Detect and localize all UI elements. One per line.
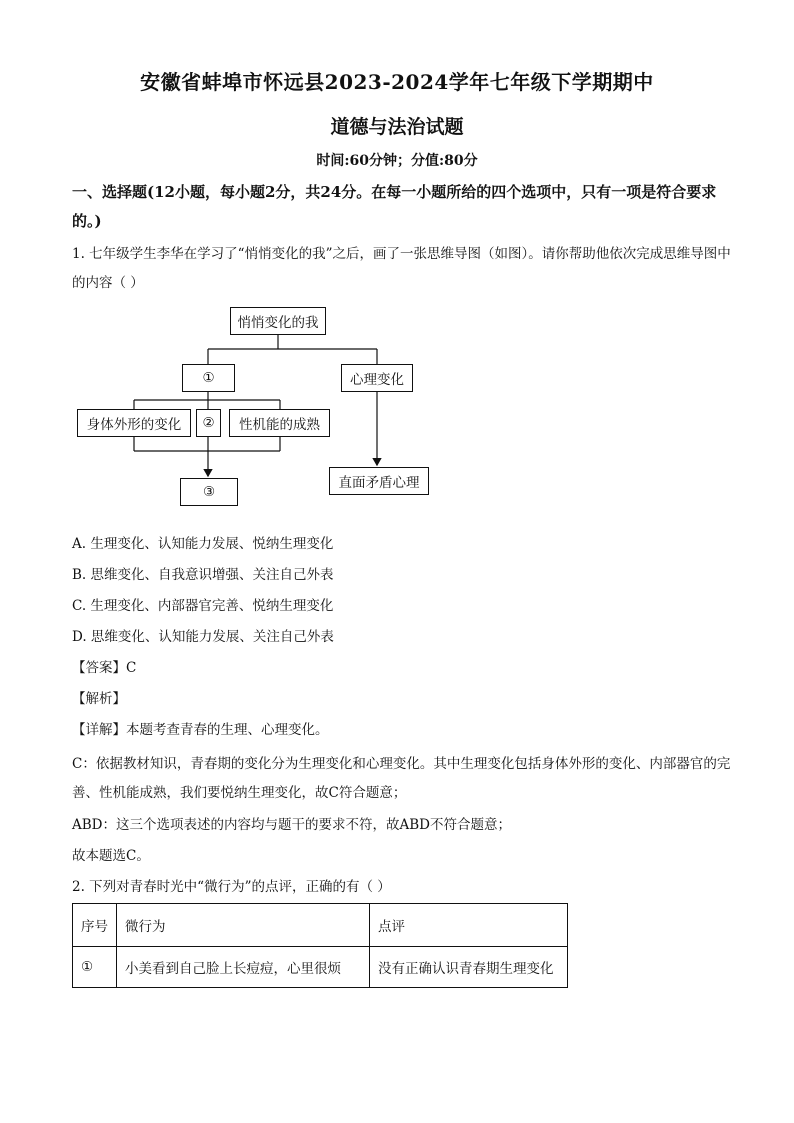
question-2-stem: 2. 下列对青春时光中“微行为”的点评，正确的有（ ） (72, 879, 391, 895)
table-header-cell: 点评 (370, 904, 568, 947)
mind-node-sexual-maturity: 性机能的成熟 (229, 409, 330, 437)
table-cell: ① (73, 947, 117, 988)
mind-node-blank-3: ③ (180, 478, 238, 506)
answer-line: 【答案】C (72, 660, 137, 676)
option-d: D. 思维变化、认知能力发展、关注自己外表 (72, 629, 334, 645)
question-1-stem: 1. 七年级学生李华在学习了“悄悄变化的我”之后，画了一张思维导图（如图）。请你帮助他依次完成思维导图中的内容（ ） (72, 246, 731, 291)
option-b: B. 思维变化、自我意识增强、关注自己外表 (72, 567, 334, 583)
exam-time-info: 时间:60分钟；分值:80分 (316, 153, 478, 169)
option-c-explanation: C：依据教材知识，青春期的变化分为生理变化和心理变化。其中生理变化包括身体外形的变化、内部器官的完善、性机能成熟，我们要悦纳生理变化，故C符合题意； (72, 756, 731, 801)
exam-title: 安徽省蚌埠市怀远县2023-2024学年七年级下学期期中 (140, 70, 654, 94)
exam-subject: 道德与法治试题 (330, 116, 464, 138)
table-cell: 小美看到自己脸上长痘痘，心里很烦 (117, 947, 370, 988)
analysis-label: 【解析】 (72, 691, 126, 707)
table-cell: 没有正确认识青春期生理变化 (370, 947, 568, 988)
table-header-row (73, 904, 568, 947)
question-2-table (72, 903, 568, 988)
mind-node-root: 悄悄变化的我 (230, 307, 326, 335)
option-a: A. 生理变化、认知能力发展、悦纳生理变化 (72, 536, 334, 552)
table-header-cell: 序号 (73, 904, 117, 947)
table-row (73, 947, 568, 988)
mind-node-blank-1: ① (182, 364, 235, 392)
table-header-cell: 微行为 (117, 904, 370, 947)
mind-node-psychological: 心理变化 (341, 364, 413, 392)
mind-node-blank-2: ② (196, 409, 221, 437)
section-heading: 一、选择题(12小题，每小题2分，共24分。在每一小题所给的四个选项中，只有一项是符合要求的。) (72, 183, 717, 230)
mind-node-face-contradiction: 直面矛盾心理 (329, 467, 429, 495)
option-c: C. 生理变化、内部器官完善、悦纳生理变化 (72, 598, 334, 614)
abd-explanation: ABD：这三个选项表述的内容均与题干的要求不符，故ABD不符合题意； (72, 817, 511, 833)
conclusion-line: 故本题选C。 (72, 848, 150, 864)
mind-node-body-shape: 身体外形的变化 (77, 409, 191, 437)
detail-line: 【详解】本题考查青春的生理、心理变化。 (72, 722, 329, 738)
